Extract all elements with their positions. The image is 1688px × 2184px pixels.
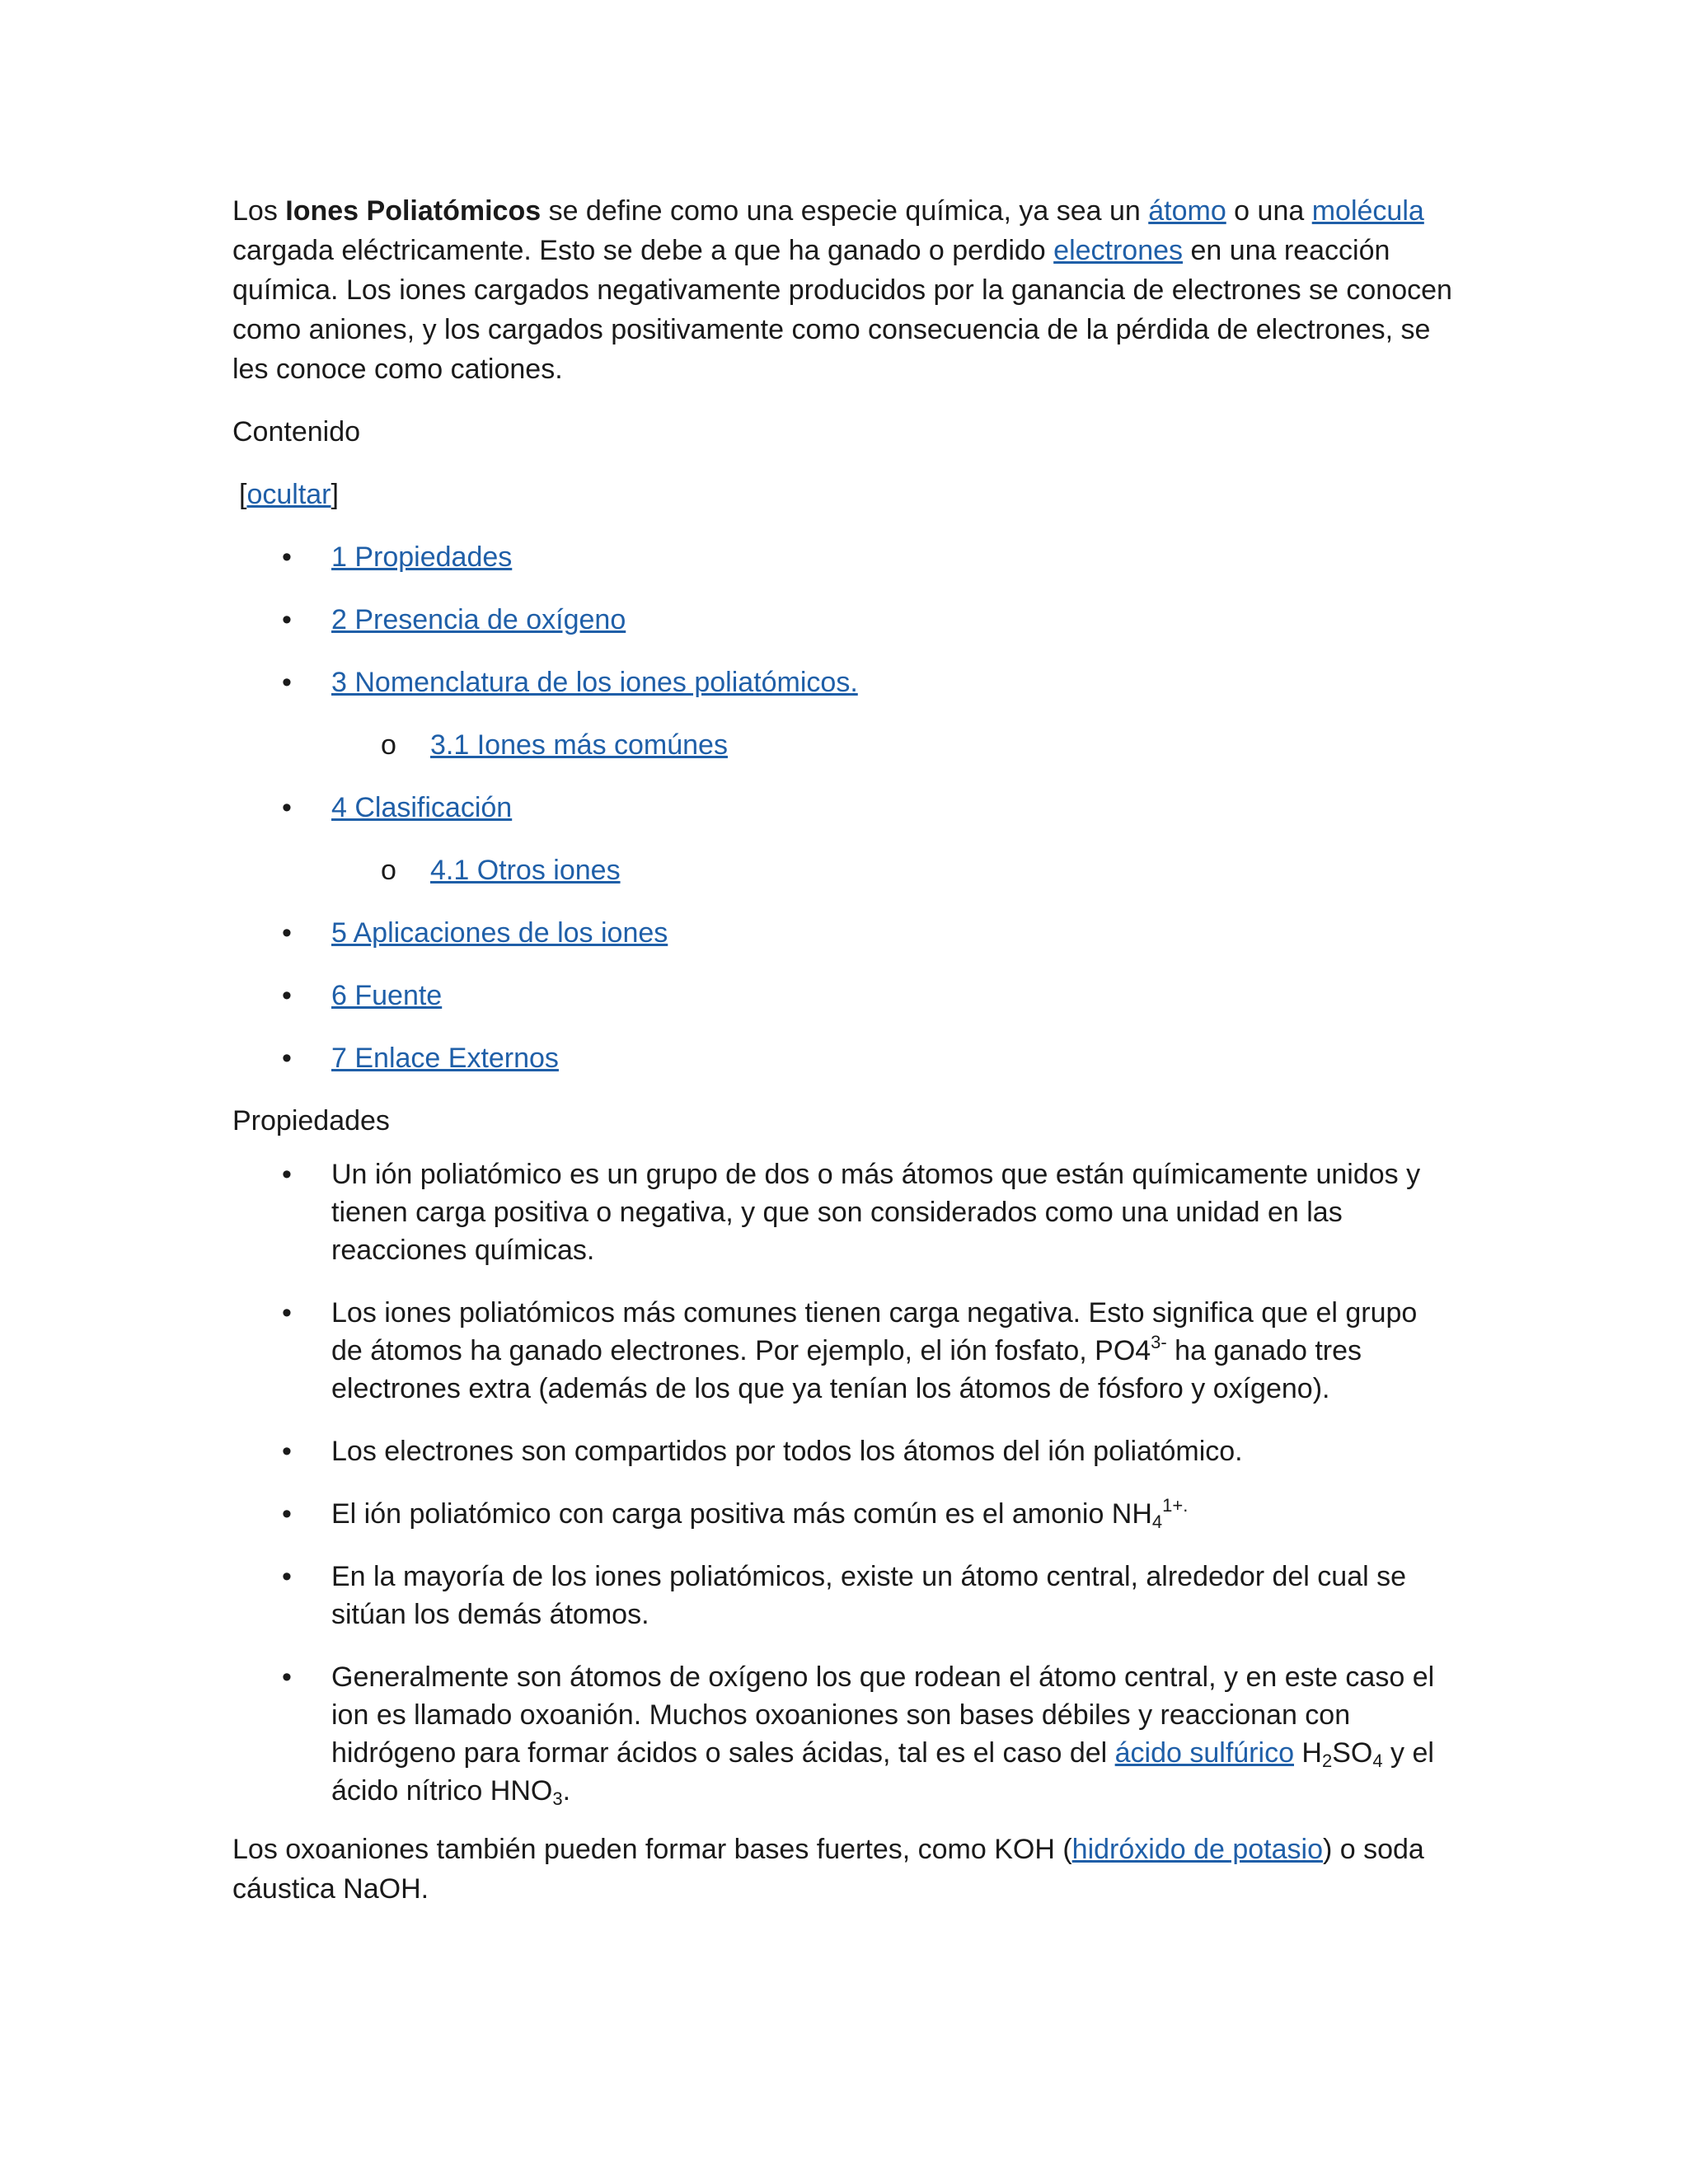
list-item — [232, 1432, 1452, 1470]
table-of-contents — [232, 537, 1452, 1078]
list-item-text: Un ión poliatómico es un grupo de dos o más átomos que están químicamente unidos y tienen carga positiva o negativa, y que son considerados como una unidad en las reacciones químicas. — [331, 1159, 1421, 1266]
toc-link-fuente[interactable]: 6 Fuente — [331, 980, 443, 1011]
list-item — [232, 1658, 1452, 1810]
list-item — [232, 1495, 1452, 1533]
contents-heading: Contenido — [232, 416, 361, 448]
propiedades-list — [232, 1155, 1452, 1810]
list-item-text: El ión poliatómico con carga positiva más común es el amonio NH — [331, 1498, 1152, 1530]
toc-link-propiedades[interactable]: 1 Propiedades — [331, 541, 513, 573]
toc-item — [232, 976, 1452, 1015]
list-item-text: Generalmente son átomos de oxígeno los que rodean el átomo central, y en este caso el ion es llamado oxoanión. Muchos oxoaniones son bases débiles y reaccionan con hidrógeno para formar ácidos o sales ácidas, tal es el caso del — [331, 1661, 1435, 1769]
link-electrones[interactable]: electrones — [1053, 235, 1184, 266]
intro-text: en una reacción química. Los iones cargados negativamente producidos por la ganancia de electrones se conocen como aniones, y los cargados positivamente como consecuencia de la pérdida de electrones, se les conoce como cationes. — [232, 235, 1452, 385]
list-item-text: Los electrones son compartidos por todos los átomos del ión poliatómico. — [331, 1436, 1243, 1467]
bracket-open: [ — [239, 479, 247, 510]
toc-subitem — [232, 725, 1452, 765]
list-item-text: H — [1293, 1737, 1322, 1769]
link-molecula[interactable]: molécula — [1311, 195, 1424, 227]
intro-text: Los — [232, 195, 286, 227]
propiedades-heading: Propiedades — [232, 1105, 390, 1137]
intro-paragraph — [232, 191, 1452, 389]
closing-paragraph — [232, 1830, 1452, 1909]
toc-item — [232, 663, 1452, 702]
toc-link-otros-iones[interactable]: 4.1 Otros iones — [430, 855, 621, 886]
bullet-icon: • — [282, 541, 292, 573]
link-atomo[interactable]: átomo — [1148, 195, 1226, 227]
circle-bullet-icon: o — [381, 729, 396, 761]
list-item-text: y el ácido nítrico HNO — [331, 1737, 1434, 1807]
bullet-icon: • — [282, 792, 292, 823]
ocultar-toggle — [232, 475, 1452, 514]
bullet-icon: • — [282, 1159, 292, 1190]
list-item — [232, 1558, 1452, 1633]
bullet-icon: • — [282, 917, 292, 949]
list-item-text: ha ganado tres electrones extra (además de los que ya tenían los átomos de fósforo y oxígeno). — [331, 1335, 1362, 1404]
list-item-text: Los iones poliatómicos más comunes tienen carga negativa. Esto significa que el grupo de átomos ha ganado electrones. Por ejemplo, el ión fosfato, PO4 — [331, 1297, 1418, 1366]
bullet-icon: • — [282, 980, 292, 1011]
bullet-icon: • — [282, 604, 292, 635]
list-item-text: En la mayoría de los iones poliatómicos, existe un átomo central, alrededor del cual se sitúan los demás átomos. — [331, 1561, 1407, 1630]
list-item-text: . — [562, 1775, 571, 1807]
toc-link-enlace-externos[interactable]: 7 Enlace Externos — [331, 1043, 559, 1074]
bullet-icon: • — [282, 1498, 292, 1530]
document-page — [232, 191, 1452, 1909]
toc-subitem — [232, 851, 1452, 890]
toc-link-iones-comunes[interactable]: 3.1 Iones más comúnes — [430, 729, 728, 761]
superscript-charge: 1+. — [1162, 1495, 1189, 1516]
toc-link-nomenclatura[interactable]: 3 Nomenclatura de los iones poliatómicos. — [331, 667, 858, 698]
link-acido-sulfurico[interactable]: ácido sulfúrico — [1114, 1737, 1294, 1769]
bullet-icon: • — [282, 1661, 292, 1693]
closing-text: Los oxoaniones también pueden formar bases fuertes, como KOH ( — [232, 1834, 1072, 1865]
closing-text: ) o soda cáustica NaOH. — [232, 1834, 1424, 1905]
bullet-icon: • — [282, 667, 292, 698]
toc-item — [232, 1038, 1452, 1078]
toc-link-aplicaciones[interactable]: 5 Aplicaciones de los iones — [331, 917, 668, 949]
bracket-close: ] — [331, 479, 339, 510]
circle-bullet-icon: o — [381, 855, 396, 886]
superscript-charge: 3- — [1151, 1332, 1167, 1352]
link-hidroxido-potasio[interactable]: hidróxido de potasio — [1071, 1834, 1323, 1865]
intro-text: cargada eléctricamente. Esto se debe a que ha ganado o perdido — [232, 235, 1054, 266]
intro-bold-term: Iones Poliatómicos — [285, 195, 542, 227]
bullet-icon: • — [282, 1436, 292, 1467]
subscript: 2 — [1321, 1750, 1333, 1771]
list-item — [232, 1155, 1452, 1269]
toc-link-clasificacion[interactable]: 4 Clasificación — [331, 792, 513, 823]
list-item-text: SO — [1332, 1737, 1373, 1769]
intro-text: se define como una especie química, ya sea un — [541, 195, 1149, 227]
toc-item — [232, 537, 1452, 577]
bullet-icon: • — [282, 1297, 292, 1329]
subscript: 4 — [1372, 1750, 1383, 1771]
toc-item — [232, 913, 1452, 953]
toc-link-presencia-oxigeno[interactable]: 2 Presencia de oxígeno — [331, 604, 626, 635]
bullet-icon: • — [282, 1043, 292, 1074]
subscript: 3 — [552, 1788, 563, 1809]
subscript: 4 — [1151, 1511, 1163, 1532]
list-item — [232, 1294, 1452, 1408]
ocultar-link[interactable]: ocultar — [246, 479, 331, 510]
bullet-icon: • — [282, 1561, 292, 1592]
intro-text: o una — [1226, 195, 1312, 227]
toc-item — [232, 600, 1452, 640]
toc-item — [232, 788, 1452, 827]
